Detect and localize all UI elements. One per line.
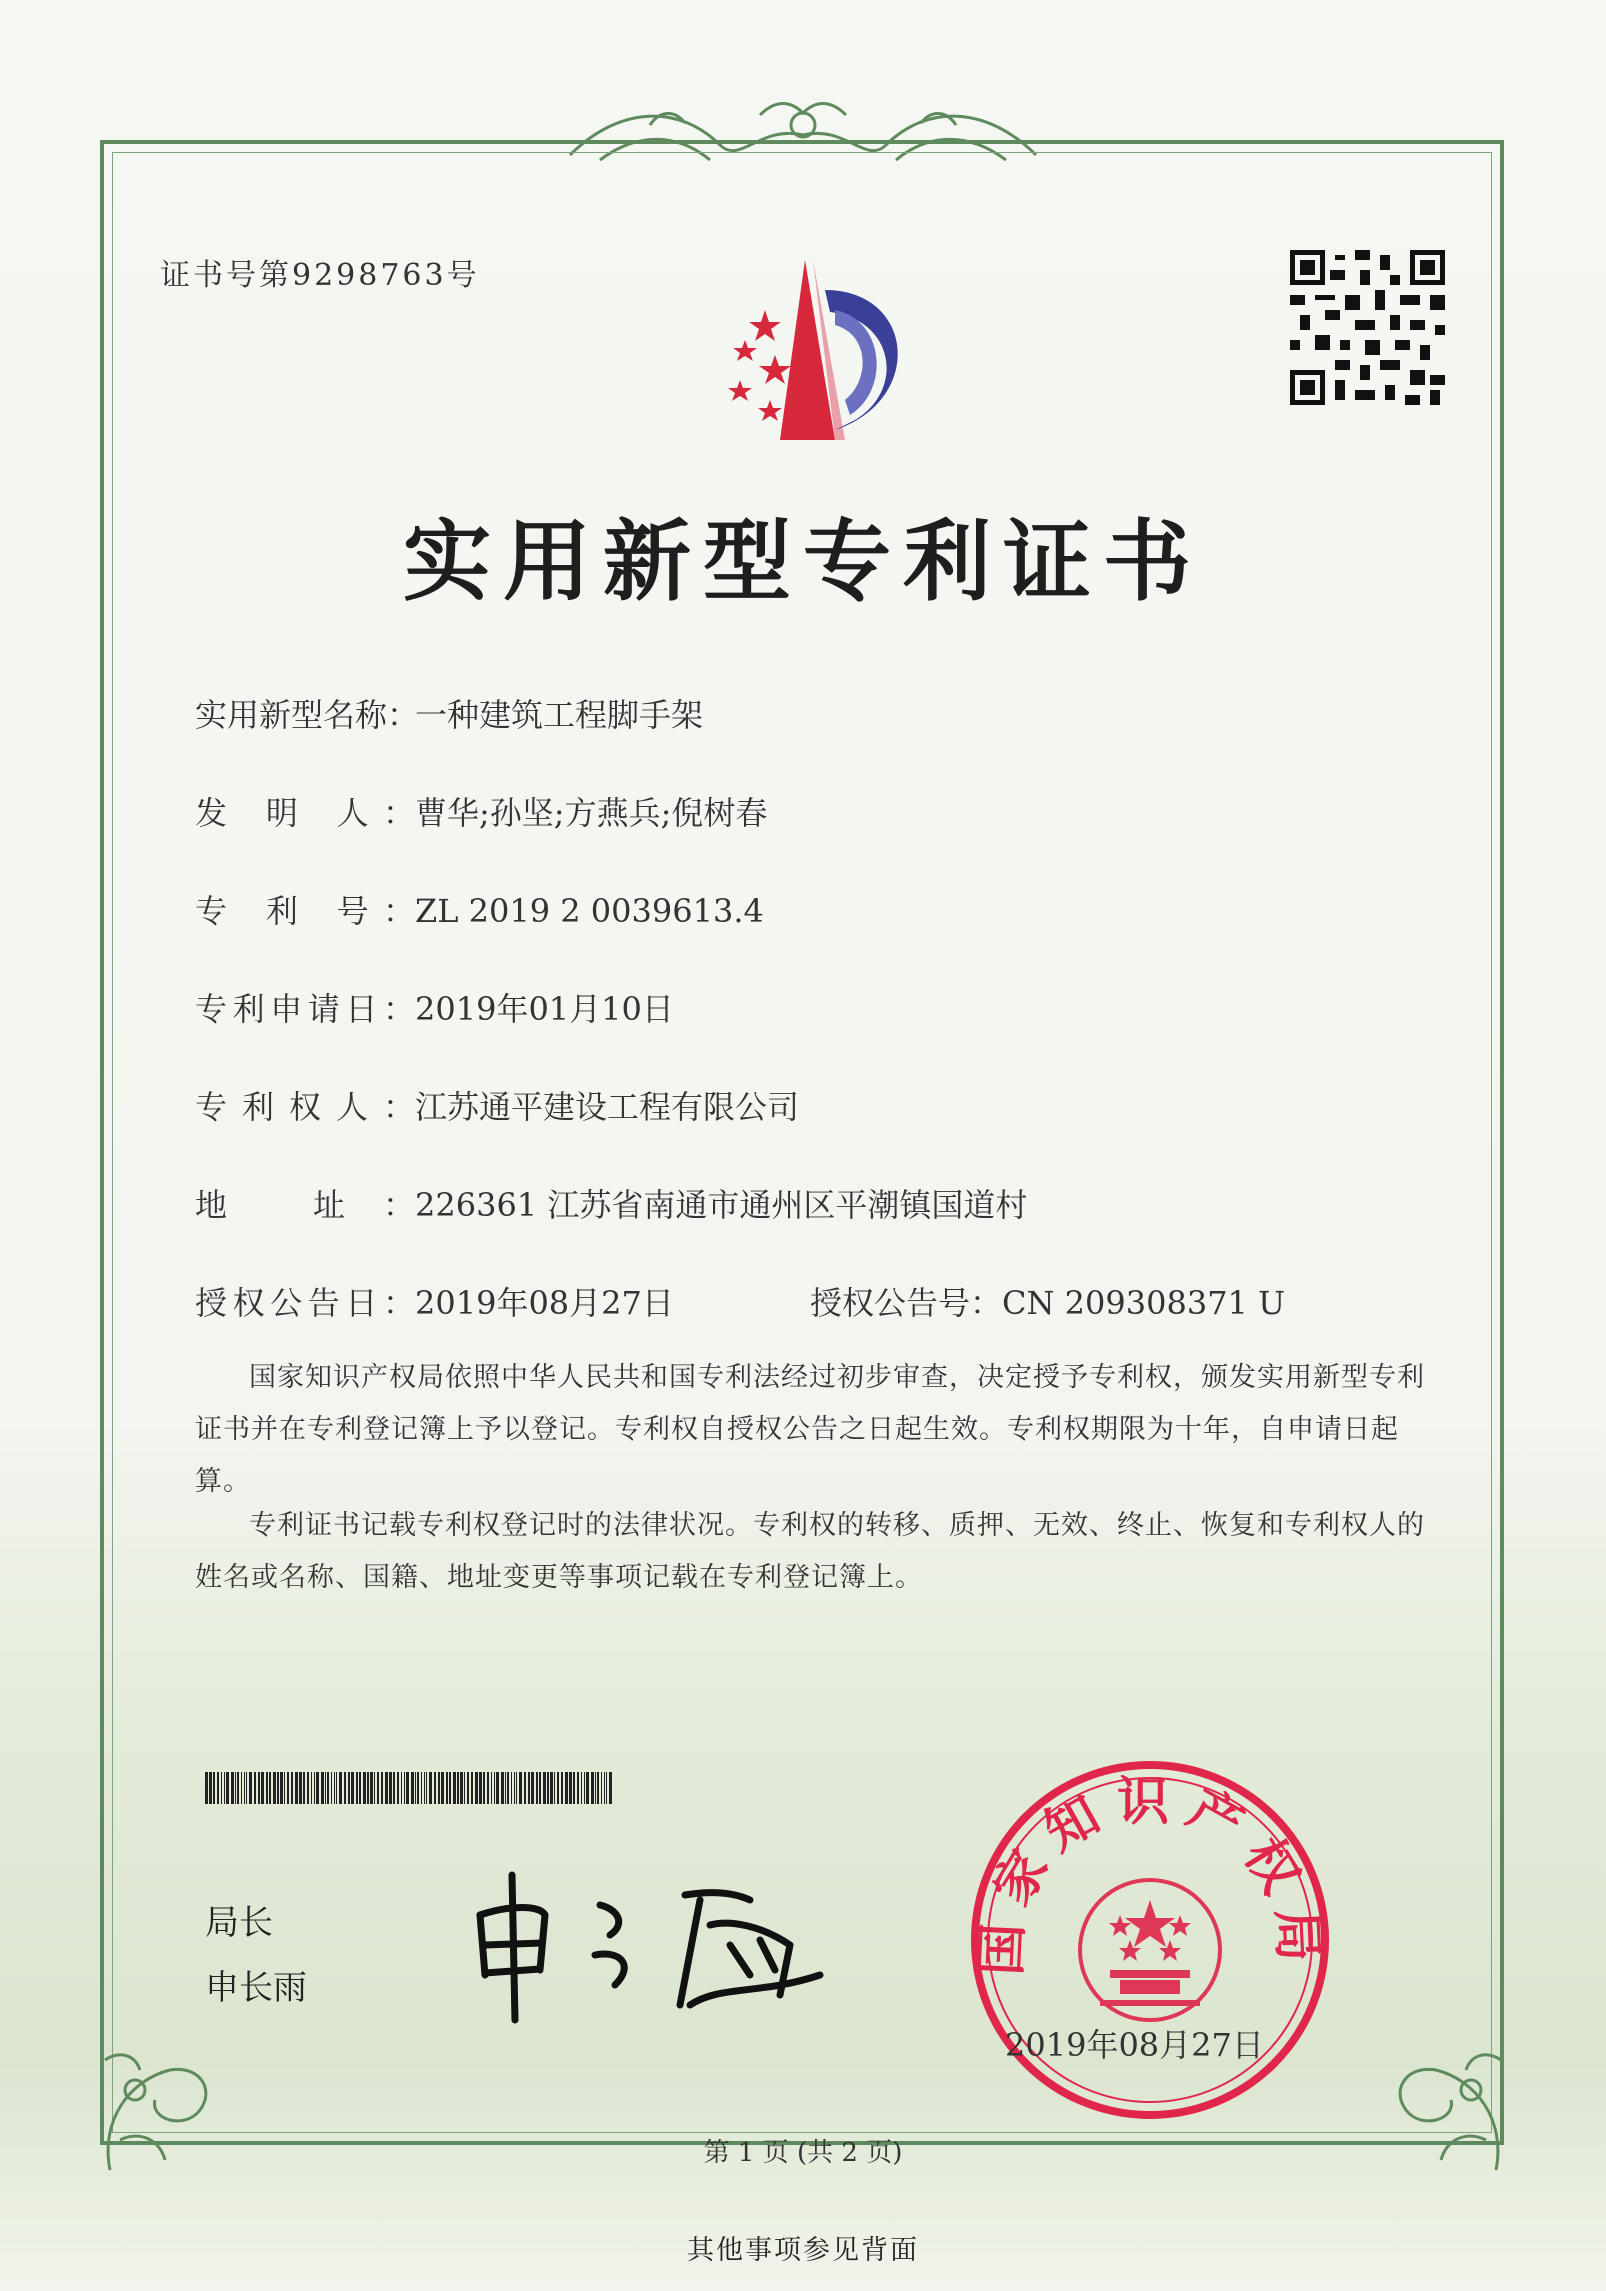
barcode-bar: [205, 1772, 208, 1804]
barcode-bar: [561, 1772, 563, 1804]
barcode-bar: [554, 1772, 555, 1804]
barcode-bar: [595, 1772, 596, 1804]
barcode-bar: [404, 1772, 405, 1804]
paragraph-1: 国家知识产权局依照中华人民共和国专利法经过初步审查，决定授予专利权，颁发实用新型专利证书并在专利登记簿上予以登记。专利权自授权公告之日起生效。专利权期限为十年，自申请日起算。: [195, 1362, 1425, 1497]
inventor-row: [195, 788, 767, 834]
barcode-bar: [307, 1772, 309, 1804]
barcode-bar: [496, 1772, 499, 1804]
barcode-bar: [434, 1772, 436, 1804]
barcode-bar: [536, 1772, 538, 1804]
inventor-value: 曹华;孙坚;方燕兵;倪树春: [415, 794, 768, 832]
barcode-bar: [235, 1772, 236, 1804]
address-value: 226361 江苏省南通市通州区平潮镇国道村: [415, 1186, 1028, 1224]
barcode-bar: [449, 1772, 451, 1804]
grant-number-label: 授权公告号：: [810, 1284, 1003, 1322]
patentee-row: [195, 1082, 799, 1128]
barcode-bar: [385, 1772, 388, 1804]
barcode-bar: [339, 1772, 342, 1804]
barcode-bar: [550, 1772, 553, 1804]
barcode-bar: [507, 1772, 509, 1804]
barcode-bar: [528, 1772, 530, 1804]
barcode-bar: [557, 1772, 559, 1804]
barcode-bar: [581, 1772, 582, 1804]
barcode-bar: [457, 1772, 459, 1804]
barcode-bar: [231, 1772, 234, 1804]
barcode-bar: [524, 1772, 526, 1804]
barcode-bar: [344, 1772, 346, 1804]
barcode-bar: [401, 1772, 402, 1804]
barcode-bar: [280, 1772, 283, 1804]
barcode-bar: [609, 1772, 612, 1804]
barcode-bar: [604, 1772, 605, 1804]
barcode-bar: [397, 1772, 399, 1804]
barcode-icon: [205, 1772, 615, 1804]
application-date-label: 专利申请日：: [195, 990, 415, 1028]
barcode-bar: [516, 1772, 517, 1804]
barcode-bar: [531, 1772, 534, 1804]
patentee-label: 专利权人：: [195, 1088, 415, 1126]
barcode-bar: [325, 1772, 326, 1804]
inventor-label: 发 明 人：: [195, 794, 415, 832]
barcode-bar: [311, 1772, 312, 1804]
barcode-bar: [244, 1772, 245, 1804]
seal-text: 国家知识产权局: [971, 1772, 1329, 1977]
barcode-bar: [295, 1772, 298, 1804]
utility-model-name-row: [195, 690, 703, 736]
barcode-bar: [505, 1772, 506, 1804]
barcode-bar: [514, 1772, 515, 1804]
barcode-bar: [314, 1772, 315, 1804]
director-signature-icon: [460, 1855, 840, 2025]
patent-number-label: 专 利 号：: [195, 892, 415, 930]
barcode-bar: [269, 1772, 271, 1804]
grant-date-value: 2019年08月27日: [415, 1284, 674, 1322]
barcode-bar: [406, 1772, 409, 1804]
barcode-bar: [511, 1772, 512, 1804]
page-number: 第 1 页 (共 2 页): [703, 2138, 903, 2168]
certificate-number: 证书号第9298763号: [160, 258, 480, 293]
barcode-bar: [429, 1772, 432, 1804]
barcode-bar: [606, 1772, 607, 1804]
barcode-bar: [303, 1772, 305, 1804]
barcode-bar: [491, 1772, 492, 1804]
barcode-bar: [519, 1772, 522, 1804]
patent-office-logo-icon: [685, 250, 935, 450]
director-name: 申长雨: [205, 1968, 307, 2008]
barcode-bar: [424, 1772, 425, 1804]
barcode-bar: [224, 1772, 225, 1804]
barcode-bar: [438, 1772, 440, 1804]
grant-date-row: [195, 1278, 674, 1324]
barcode-bar: [359, 1772, 361, 1804]
barcode-bar: [539, 1772, 541, 1804]
patentee-value: 江苏通平建设工程有限公司: [415, 1088, 800, 1126]
barcode-bar: [601, 1772, 602, 1804]
barcode-bar: [226, 1772, 229, 1804]
barcode-bar: [479, 1772, 482, 1804]
barcode-bar: [356, 1772, 358, 1804]
grant-number-row: [810, 1278, 1285, 1324]
barcode-bar: [299, 1772, 302, 1804]
barcode-bar: [291, 1772, 293, 1804]
director-title: 局长: [205, 1903, 273, 1943]
barcode-bar: [586, 1772, 589, 1804]
official-seal-icon: [965, 1755, 1335, 2125]
barcode-bar: [543, 1772, 546, 1804]
barcode-bar: [321, 1772, 324, 1804]
barcode-bar: [367, 1772, 369, 1804]
utility-model-name-label: 实用新型名称：: [195, 696, 420, 734]
paragraph-2: 专利证书记载专利权登记时的法律状况。专利权的转移、质押、无效、终止、恢复和专利权人的姓名或名称、国籍、地址变更等事项记载在专利登记簿上。: [195, 1510, 1425, 1593]
barcode-bar: [336, 1772, 337, 1804]
barcode-bar: [377, 1772, 379, 1804]
barcode-bar: [467, 1772, 469, 1804]
barcode-bar: [246, 1772, 247, 1804]
barcode-bar: [569, 1772, 572, 1804]
barcode-bar: [577, 1772, 579, 1804]
barcode-bar: [464, 1772, 465, 1804]
barcode-bar: [331, 1772, 332, 1804]
barcode-bar: [374, 1772, 375, 1804]
barcode-bar: [217, 1772, 219, 1804]
barcode-bar: [471, 1772, 473, 1804]
barcode-bar: [475, 1772, 478, 1804]
barcode-bar: [446, 1772, 448, 1804]
barcode-bar: [441, 1772, 444, 1804]
barcode-bar: [221, 1772, 222, 1804]
seal-date: 2019年08月27日: [1005, 2026, 1264, 2064]
svg-text:国家知识产权局: [972, 1772, 1329, 1977]
barcode-bar: [565, 1772, 568, 1804]
footer-note: 其他事项参见背面: [687, 2235, 919, 2266]
barcode-bar: [334, 1772, 335, 1804]
barcode-bar: [327, 1772, 329, 1804]
barcode-bar: [421, 1772, 422, 1804]
barcode-bar: [584, 1772, 585, 1804]
barcode-bar: [316, 1772, 319, 1804]
barcode-bar: [591, 1772, 594, 1804]
address-row: [195, 1180, 1027, 1226]
utility-model-name-value: 一种建筑工程脚手架: [415, 696, 704, 734]
barcode-bar: [348, 1772, 350, 1804]
barcode-bar: [453, 1772, 456, 1804]
barcode-bar: [381, 1772, 383, 1804]
patent-number-value: ZL 2019 2 0039613.4: [415, 892, 764, 930]
barcode-bar: [237, 1772, 239, 1804]
barcode-bar: [213, 1772, 215, 1804]
barcode-bar: [241, 1772, 242, 1804]
barcode-bar: [573, 1772, 575, 1804]
barcode-bar: [277, 1772, 279, 1804]
qr-code-icon[interactable]: [1290, 250, 1445, 405]
barcode-bar: [287, 1772, 289, 1804]
barcode-bar: [351, 1772, 354, 1804]
barcode-bar: [363, 1772, 366, 1804]
barcode-bar: [460, 1772, 463, 1804]
barcode-bar: [284, 1772, 285, 1804]
barcode-bar: [483, 1772, 485, 1804]
grant-date-label: 授权公告日：: [195, 1284, 415, 1322]
barcode-bar: [411, 1772, 414, 1804]
certificate-title: 实用新型专利证书: [402, 510, 1203, 613]
grant-number-value: CN 209308371 U: [1002, 1284, 1286, 1322]
barcode-bar: [393, 1772, 395, 1804]
barcode-bar: [254, 1772, 256, 1804]
barcode-bar: [389, 1772, 392, 1804]
barcode-bar: [209, 1772, 212, 1804]
barcode-bar: [426, 1772, 427, 1804]
application-date-row: [195, 984, 674, 1030]
patent-number-row: [195, 886, 764, 932]
barcode-bar: [273, 1772, 276, 1804]
barcode-bar: [597, 1772, 599, 1804]
barcode-bar: [249, 1772, 252, 1804]
barcode-bar: [370, 1772, 373, 1804]
barcode-bar: [547, 1772, 549, 1804]
barcode-bar: [415, 1772, 416, 1804]
barcode-bar: [417, 1772, 419, 1804]
barcode-bar: [501, 1772, 504, 1804]
barcode-bar: [266, 1772, 268, 1804]
address-label: 地 址：: [195, 1186, 415, 1224]
barcode-bar: [258, 1772, 260, 1804]
application-date-value: 2019年01月10日: [415, 990, 674, 1028]
barcode-bar: [494, 1772, 495, 1804]
barcode-bar: [261, 1772, 264, 1804]
barcode-bar: [487, 1772, 489, 1804]
